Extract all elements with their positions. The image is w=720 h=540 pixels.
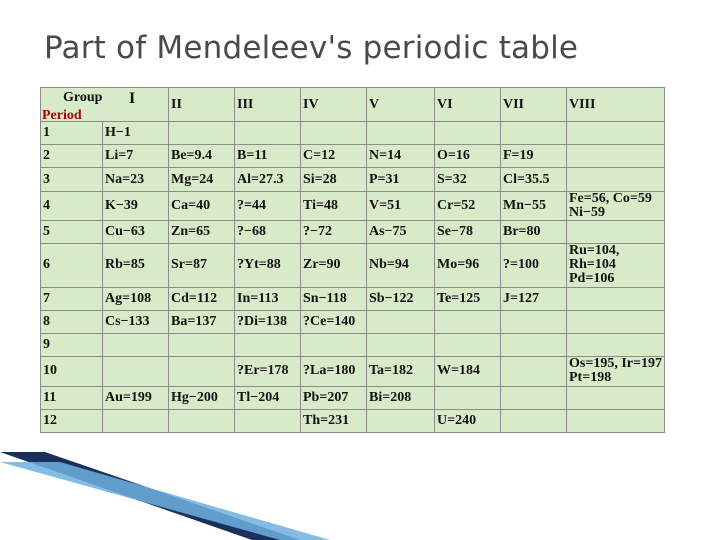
element-cell: ?Er=178	[235, 357, 301, 386]
element-cell: ?=44	[235, 191, 301, 220]
period-number: 5	[41, 220, 103, 243]
element-cell: Ru=104, Rh=104 Pd=106	[567, 244, 665, 287]
period-number: 8	[41, 310, 103, 333]
element-cell	[301, 122, 367, 145]
element-cell	[567, 168, 665, 191]
element-cell	[435, 310, 501, 333]
element-cell	[367, 334, 435, 357]
element-cell	[367, 310, 435, 333]
group-V-label: V	[367, 88, 435, 122]
element-cell	[567, 334, 665, 357]
element-cell: ?Di=138	[235, 310, 301, 333]
group-VII-label: VII	[501, 88, 567, 122]
element-cell: Zn=65	[169, 220, 235, 243]
table-row	[41, 168, 665, 191]
element-cell: Fe=56, Co=59 Ni−59	[567, 191, 665, 220]
group-I-label: I	[129, 90, 136, 107]
element-cell	[367, 409, 435, 432]
decoration-light-stripe	[0, 462, 330, 540]
page-title: Part of Mendeleev's periodic table	[44, 30, 579, 66]
element-cell: Nb=94	[367, 244, 435, 287]
element-cell: ?−72	[301, 220, 367, 243]
element-cell: Bi=208	[367, 386, 435, 409]
element-cell: N=14	[367, 145, 435, 168]
element-cell: Al=27.3	[235, 168, 301, 191]
element-cell: Si=28	[301, 168, 367, 191]
element-cell: J=127	[501, 287, 567, 310]
element-cell	[169, 334, 235, 357]
element-cell	[567, 287, 665, 310]
element-cell: Ti=48	[301, 191, 367, 220]
element-cell: B=11	[235, 145, 301, 168]
element-cell	[567, 386, 665, 409]
element-cell: Pb=207	[301, 386, 367, 409]
group-IV-label: IV	[301, 88, 367, 122]
element-cell	[567, 409, 665, 432]
element-cell: V=51	[367, 191, 435, 220]
element-cell	[235, 122, 301, 145]
element-cell: Cd=112	[169, 287, 235, 310]
period-number: 4	[41, 191, 103, 220]
element-cell: ?Yt=88	[235, 244, 301, 287]
element-cell: ?Ce=140	[301, 310, 367, 333]
element-cell	[567, 122, 665, 145]
element-cell: O=16	[435, 145, 501, 168]
element-cell	[501, 386, 567, 409]
period-number: 1	[41, 122, 103, 145]
element-cell: Ba=137	[169, 310, 235, 333]
element-cell: Cu−63	[103, 220, 169, 243]
element-cell: Be=9.4	[169, 145, 235, 168]
element-cell: C=12	[301, 145, 367, 168]
element-cell	[169, 122, 235, 145]
table-row	[41, 357, 665, 386]
group-VIII-label: VIII	[567, 88, 665, 122]
element-cell	[367, 122, 435, 145]
table-row	[41, 287, 665, 310]
element-cell: Au=199	[103, 386, 169, 409]
element-cell: Cl=35.5	[501, 168, 567, 191]
period-number: 9	[41, 334, 103, 357]
element-cell: Mg=24	[169, 168, 235, 191]
table-row	[41, 409, 665, 432]
element-cell: ?La=180	[301, 357, 367, 386]
header-row	[41, 88, 665, 122]
element-cell: Sr=87	[169, 244, 235, 287]
slide-decoration	[0, 440, 720, 540]
element-cell: In=113	[235, 287, 301, 310]
element-cell	[501, 357, 567, 386]
element-cell: Th=231	[301, 409, 367, 432]
element-cell	[103, 357, 169, 386]
element-cell: Li=7	[103, 145, 169, 168]
group-III-label: III	[235, 88, 301, 122]
table-row	[41, 386, 665, 409]
element-cell: ?=100	[501, 244, 567, 287]
table-row	[41, 145, 665, 168]
element-cell: Ca=40	[169, 191, 235, 220]
element-cell	[169, 357, 235, 386]
table-row	[41, 334, 665, 357]
element-cell: As−75	[367, 220, 435, 243]
period-number: 6	[41, 244, 103, 287]
element-cell	[567, 310, 665, 333]
element-cell: Rb=85	[103, 244, 169, 287]
element-cell	[567, 145, 665, 168]
element-cell: Cr=52	[435, 191, 501, 220]
element-cell: Hg−200	[169, 386, 235, 409]
element-cell: ?−68	[235, 220, 301, 243]
element-cell	[567, 220, 665, 243]
period-number: 12	[41, 409, 103, 432]
element-cell: P=31	[367, 168, 435, 191]
element-cell	[103, 334, 169, 357]
element-cell	[435, 334, 501, 357]
element-cell: Ag=108	[103, 287, 169, 310]
element-cell	[501, 310, 567, 333]
element-cell: Te=125	[435, 287, 501, 310]
element-cell: Zr=90	[301, 244, 367, 287]
period-number: 7	[41, 287, 103, 310]
element-cell: Tl−204	[235, 386, 301, 409]
element-cell: Cs−133	[103, 310, 169, 333]
table-row	[41, 310, 665, 333]
element-cell: Se−78	[435, 220, 501, 243]
element-cell: W=184	[435, 357, 501, 386]
element-cell: Os=195, Ir=197 Pt=198	[567, 357, 665, 386]
group-label: Group	[63, 90, 103, 105]
element-cell: K−39	[103, 191, 169, 220]
element-cell	[435, 122, 501, 145]
element-cell	[301, 334, 367, 357]
element-cell: Ta=182	[367, 357, 435, 386]
element-cell: Mn−55	[501, 191, 567, 220]
element-cell: Sb−122	[367, 287, 435, 310]
period-number: 10	[41, 357, 103, 386]
element-cell: Br=80	[501, 220, 567, 243]
header-corner	[41, 88, 169, 122]
periodic-table	[40, 87, 664, 433]
table-row	[41, 191, 665, 220]
table-row	[41, 122, 665, 145]
element-cell	[103, 409, 169, 432]
element-cell: Na=23	[103, 168, 169, 191]
element-cell	[501, 409, 567, 432]
group-VI-label: VI	[435, 88, 501, 122]
element-cell	[435, 386, 501, 409]
period-number: 11	[41, 386, 103, 409]
element-cell: F=19	[501, 145, 567, 168]
element-cell	[169, 409, 235, 432]
period-number: 2	[41, 145, 103, 168]
element-cell	[501, 334, 567, 357]
element-cell: U=240	[435, 409, 501, 432]
table-row	[41, 220, 665, 243]
element-cell	[501, 122, 567, 145]
period-label: Period	[42, 108, 82, 122]
element-cell: Mo=96	[435, 244, 501, 287]
element-cell: Sn−118	[301, 287, 367, 310]
element-cell: S=32	[435, 168, 501, 191]
table-row	[41, 244, 665, 287]
period-number: 3	[41, 168, 103, 191]
element-cell: H−1	[103, 122, 169, 145]
element-cell	[235, 334, 301, 357]
group-II-label: II	[169, 88, 235, 122]
element-cell	[235, 409, 301, 432]
